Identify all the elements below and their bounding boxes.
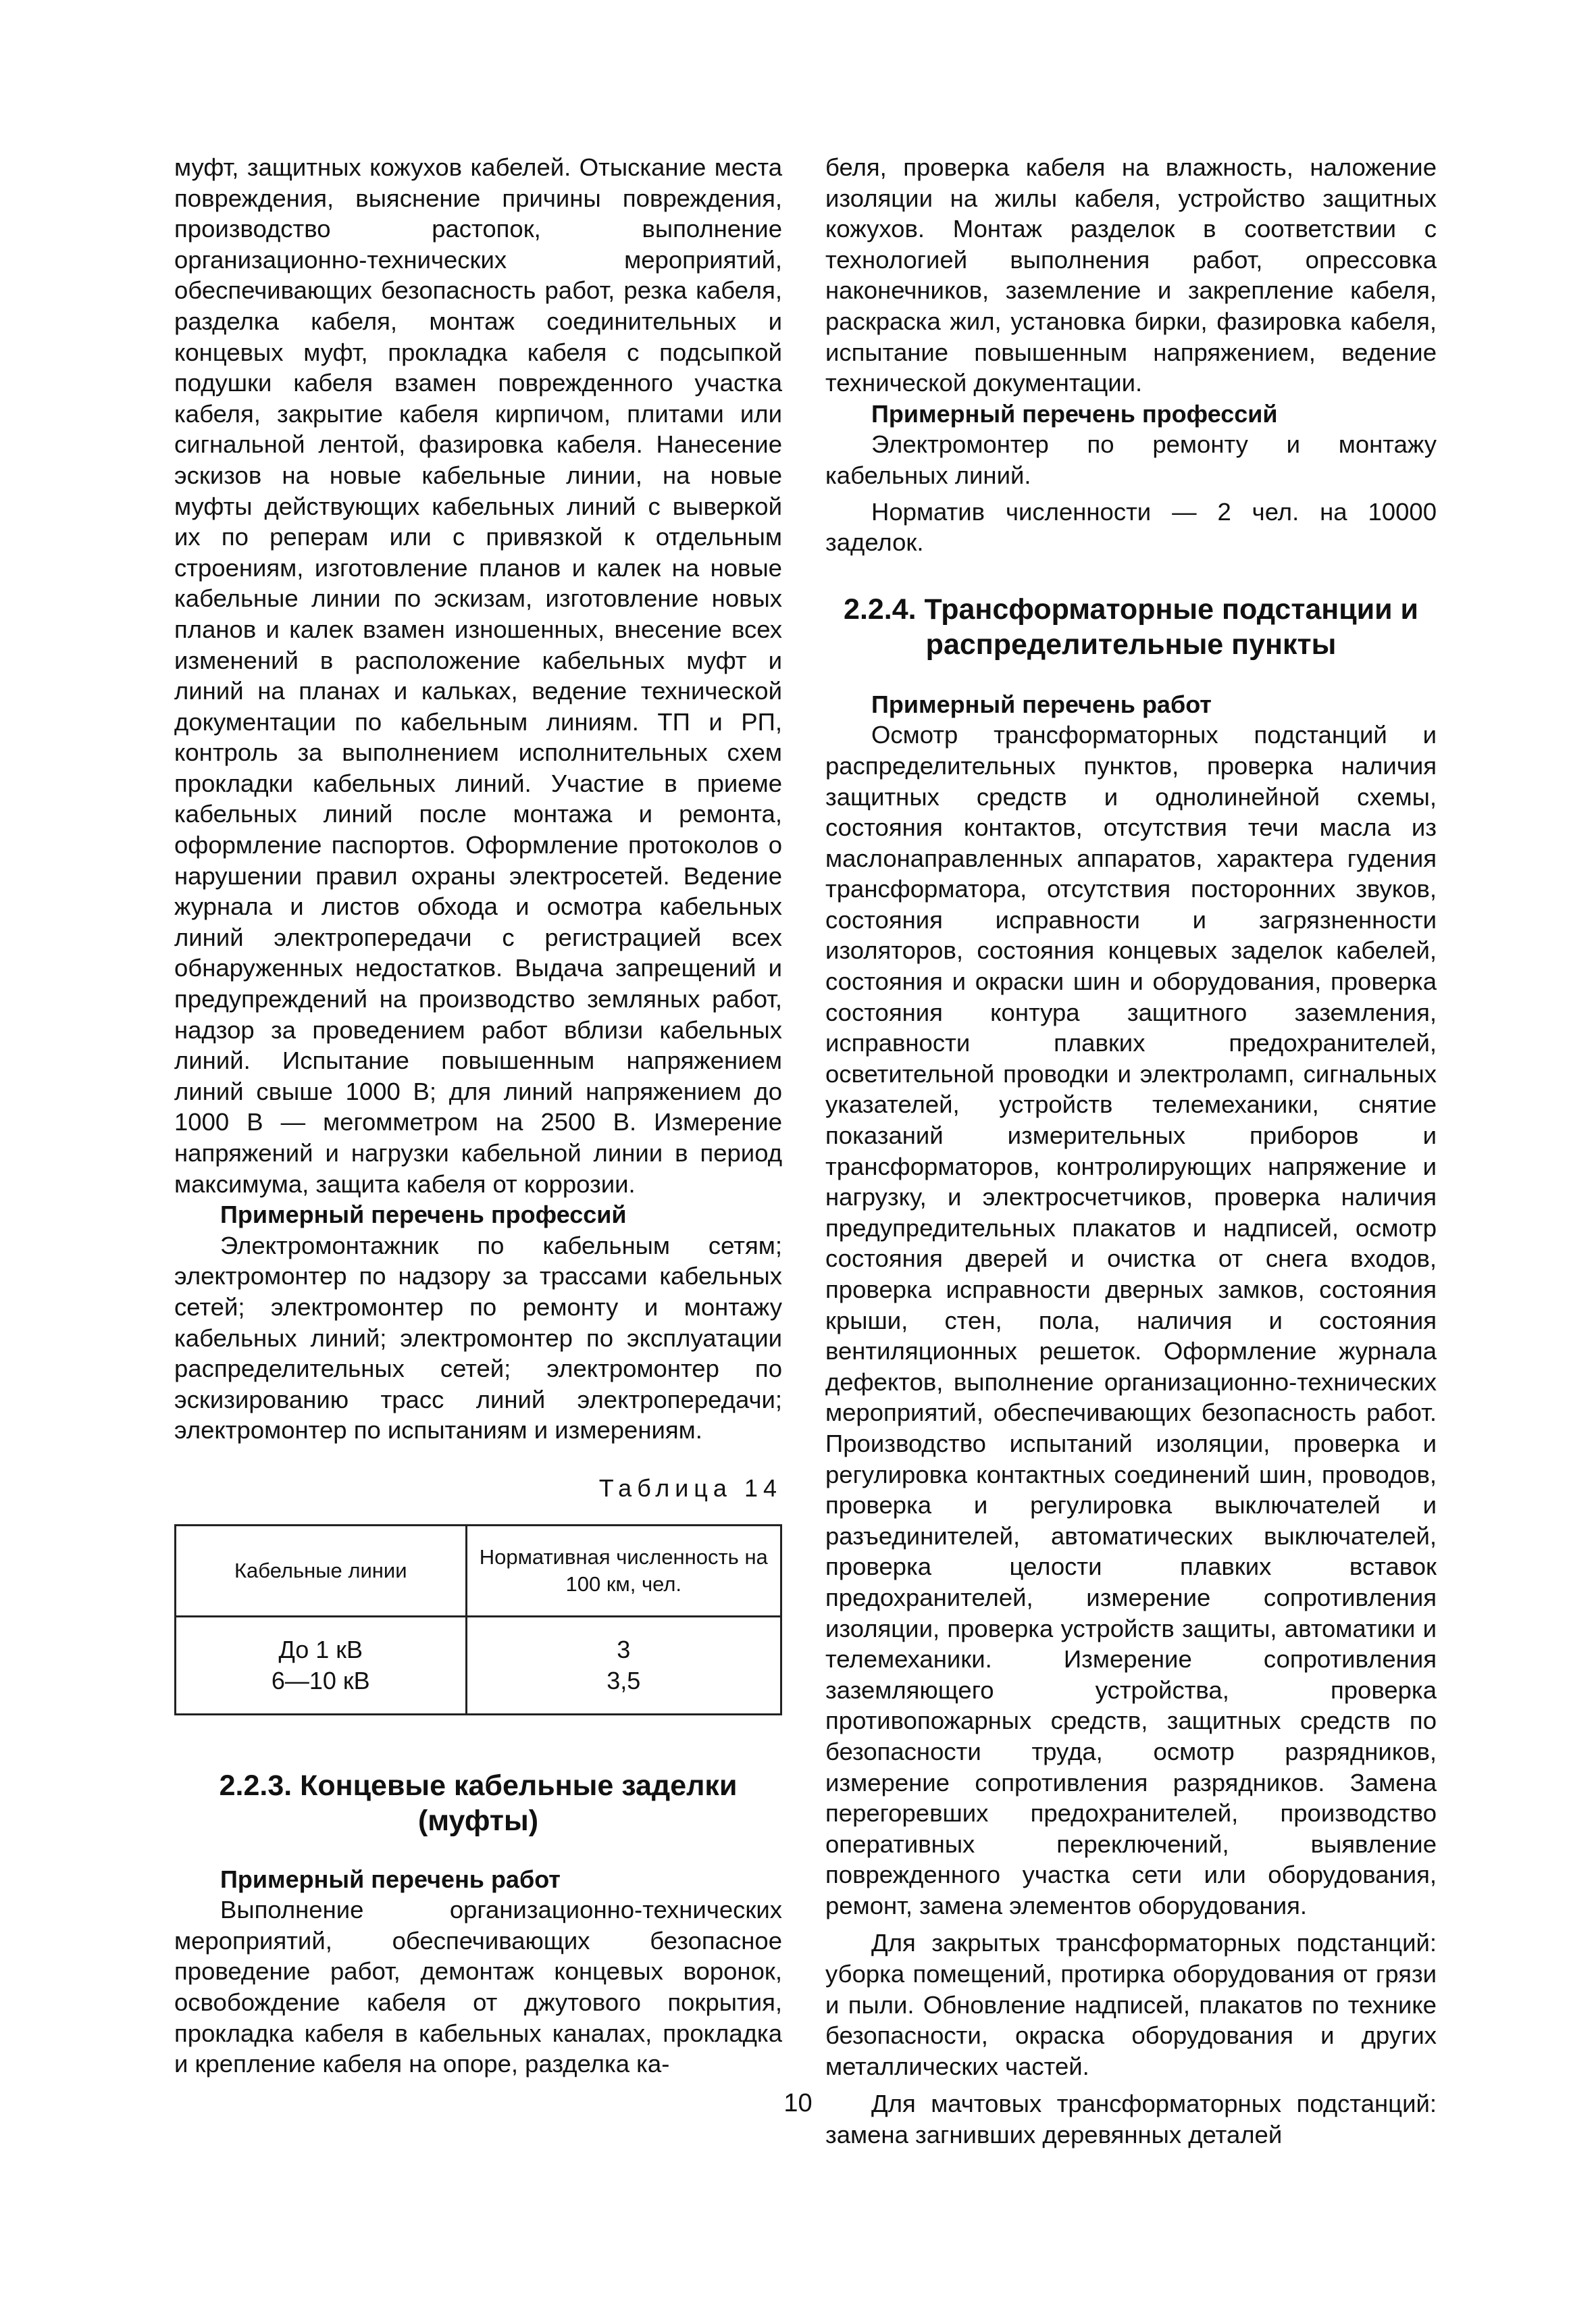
right-norm-text: Норматив численности — 2 чел. на 10000 заделок. bbox=[825, 497, 1437, 557]
left-professions-heading: Примерный перечень профессий bbox=[220, 1201, 627, 1229]
table-cell-line-2: 6—10 кВ bbox=[271, 1666, 370, 1694]
right-works-text: Осмотр трансформаторных подстанций и распределительных пунктов, проверка наличия защитных средств и однолинейной схемы, состояния контактов, отсутствия течи масла из маслонаправленных аппаратов, характера гудения трансформатора, отсутствия посторонних звуков, состояния исправности и загрязненности изоляторов, состояния концевых заделок кабелей, состояния и окраски шин и оборудования, проверка состояния контура защитного заземления, исправности плавких предохранителей, осветительной проводки и электроламп, сигнальных указателей, устройств телемеханики, снятие показаний измерительных приборов и трансформаторов, контролирующих напряжение и нагрузку, и электросчетчиков, проверка наличия предупредительных плакатов и надписей, осмотр состояния дверей и очистка от снега входов, проверка исправности дверных замков, состояния крыши, стен, пола, наличия и состояния вентиляционных решеток. Оформление журнала дефектов, выполнение организационно-технических мероприятий, обеспечивающих безопасность работ. Производство испытаний изоляции, проверка и регулировка контактных соединений шин, проводов, проверка и регулировка выключателей и разъединителей, автоматических выключателей, проверка целости плавких вставок предохранителей, измерение сопротивления изоляции, проверка устройств защиты, автоматики и телемеханики. Измерение сопротивления заземляющего устройства, проверка противопожарных средств, защитных средств по безопасности труда, осмотр разрядников, измерение сопротивления разрядников. Замена перегоревших предохранителей, производство оперативных переключений, выявление поврежденного участка сети или оборудования, ремонт, замена элементов оборудования. bbox=[825, 721, 1437, 1919]
right-mast-substations-text: Для мачтовых трансформаторных подстанций: замена загнивших деревянных деталей bbox=[825, 2090, 1437, 2149]
table-cell-value-2: 3,5 bbox=[607, 1666, 641, 1694]
table-header-row bbox=[176, 1525, 781, 1616]
table-cell-line-1: До 1 кВ bbox=[278, 1635, 363, 1663]
section-title-2-2-4: 2.2.4. Трансформаторные подстанции и распределительные пункты bbox=[844, 593, 1418, 661]
right-paragraph-1: беля, проверка кабеля на влажность, наложение изоляции на жилы кабеля, устройство защитных кожухов. Монтаж разделок в соответствии с технологией выполнения работ, опрессовка наконечников, заземление и закрепление кабеля, раскраска жил, установка бирки, фазировка кабеля, испытание повышенным напряжением, ведение технической документации. bbox=[825, 153, 1437, 397]
page-number: 10 bbox=[783, 2089, 813, 2117]
table-caption: Таблица 14 bbox=[598, 1474, 782, 1502]
staffing-table bbox=[174, 1524, 782, 1715]
left-paragraph-1: муфт, защитных кожухов кабелей. Отыскание места повреждения, выяснение причины повреждения, производство растопок, выполнение организационно-технических мероприятий, обеспечивающих безопасность работ, резка кабеля, разделка кабеля, монтаж соединительных и концевых муфт, прокладка кабеля с подсыпкой подушки кабеля взамен поврежденного участка кабеля, закрытие кабеля кирпичом, плитами или сигнальной лентой, фазировка кабеля. Нанесение эскизов на новые кабельные линии, на новые муфты действующих кабельных линий с выверкой их по реперам или с привязкой к отдельным строениям, изготовление планов и калек на новые кабельные линии по эскизам, изготовление новых планов и калек взамен изношенных, внесение всех изменений в расположение кабельных муфт и линий на планах и кальках, ведение технической документации по кабельным линиям. ТП и РП, контроль за выполнением исполнительных схем прокладки кабельных линий. Участие в приеме кабельных линий после монтажа и ремонта, оформление паспортов. Оформление протоколов о нарушении правил охраны электросетей. Ведение журнала и листов обхода и осмотра кабельных линий электропередачи с регистрацией всех обнаруженных недостатков. Выдача запрещений и предупреждений на производство земляных работ, надзор за проведением работ вблизи кабельных линий. Испытание повышенным напряжением линий свыше 1000 В; для линий напряжением до 1000 В — мегомметром на 2500 В. Измерение напряжений и нагрузки кабельной линии в период максимума, защита кабеля от коррозии. bbox=[174, 153, 782, 1198]
table-header-lines: Кабельные линии bbox=[176, 1525, 467, 1616]
table-cell-values bbox=[466, 1616, 781, 1714]
table-cell-value-1: 3 bbox=[617, 1635, 631, 1663]
right-professions-heading: Примерный перечень профессий bbox=[871, 399, 1278, 428]
table-row bbox=[176, 1616, 781, 1714]
right-professions-text: Электромонтер по ремонту и монтажу кабельных линий. bbox=[825, 430, 1437, 489]
left-professions-text: Электромонтажник по кабельным сетям; электромонтер по надзору за трассами кабельных сетей; электромонтер по ремонту и монтажу кабельных линий; электромонтер по эксплуатации распределительных сетей; электромонтер по эскизированию трасс линий электропередачи; электромонтер по испытаниям и измерениям. bbox=[174, 1231, 782, 1444]
right-column bbox=[825, 152, 1437, 2150]
left-works-heading: Примерный перечень работ bbox=[220, 1865, 561, 1893]
right-closed-substations-text: Для закрытых трансформаторных подстанций: уборка помещений, протирка оборудования от грязи и пыли. Обновление надписей, плакатов по технике безопасности, окраска оборудования и других металлических частей. bbox=[825, 1929, 1437, 2080]
right-works-heading: Примерный перечень работ bbox=[871, 690, 1212, 718]
section-title-2-2-3: 2.2.3. Концевые кабельные заделки (муфты) bbox=[219, 1769, 738, 1837]
table-header-norm: Нормативная численность на 100 км, чел. bbox=[466, 1525, 781, 1616]
table-cell-lines bbox=[176, 1616, 467, 1714]
left-works-text: Выполнение организационно-технических мероприятий, обеспечивающих безопасное проведение работ, демонтаж концевых воронок, освобождение кабеля от джутового покрытия, прокладка кабеля в кабельных каналах, прокладка и крепление кабеля на опоре, разделка ка- bbox=[174, 1896, 782, 2078]
left-column bbox=[174, 152, 782, 2080]
